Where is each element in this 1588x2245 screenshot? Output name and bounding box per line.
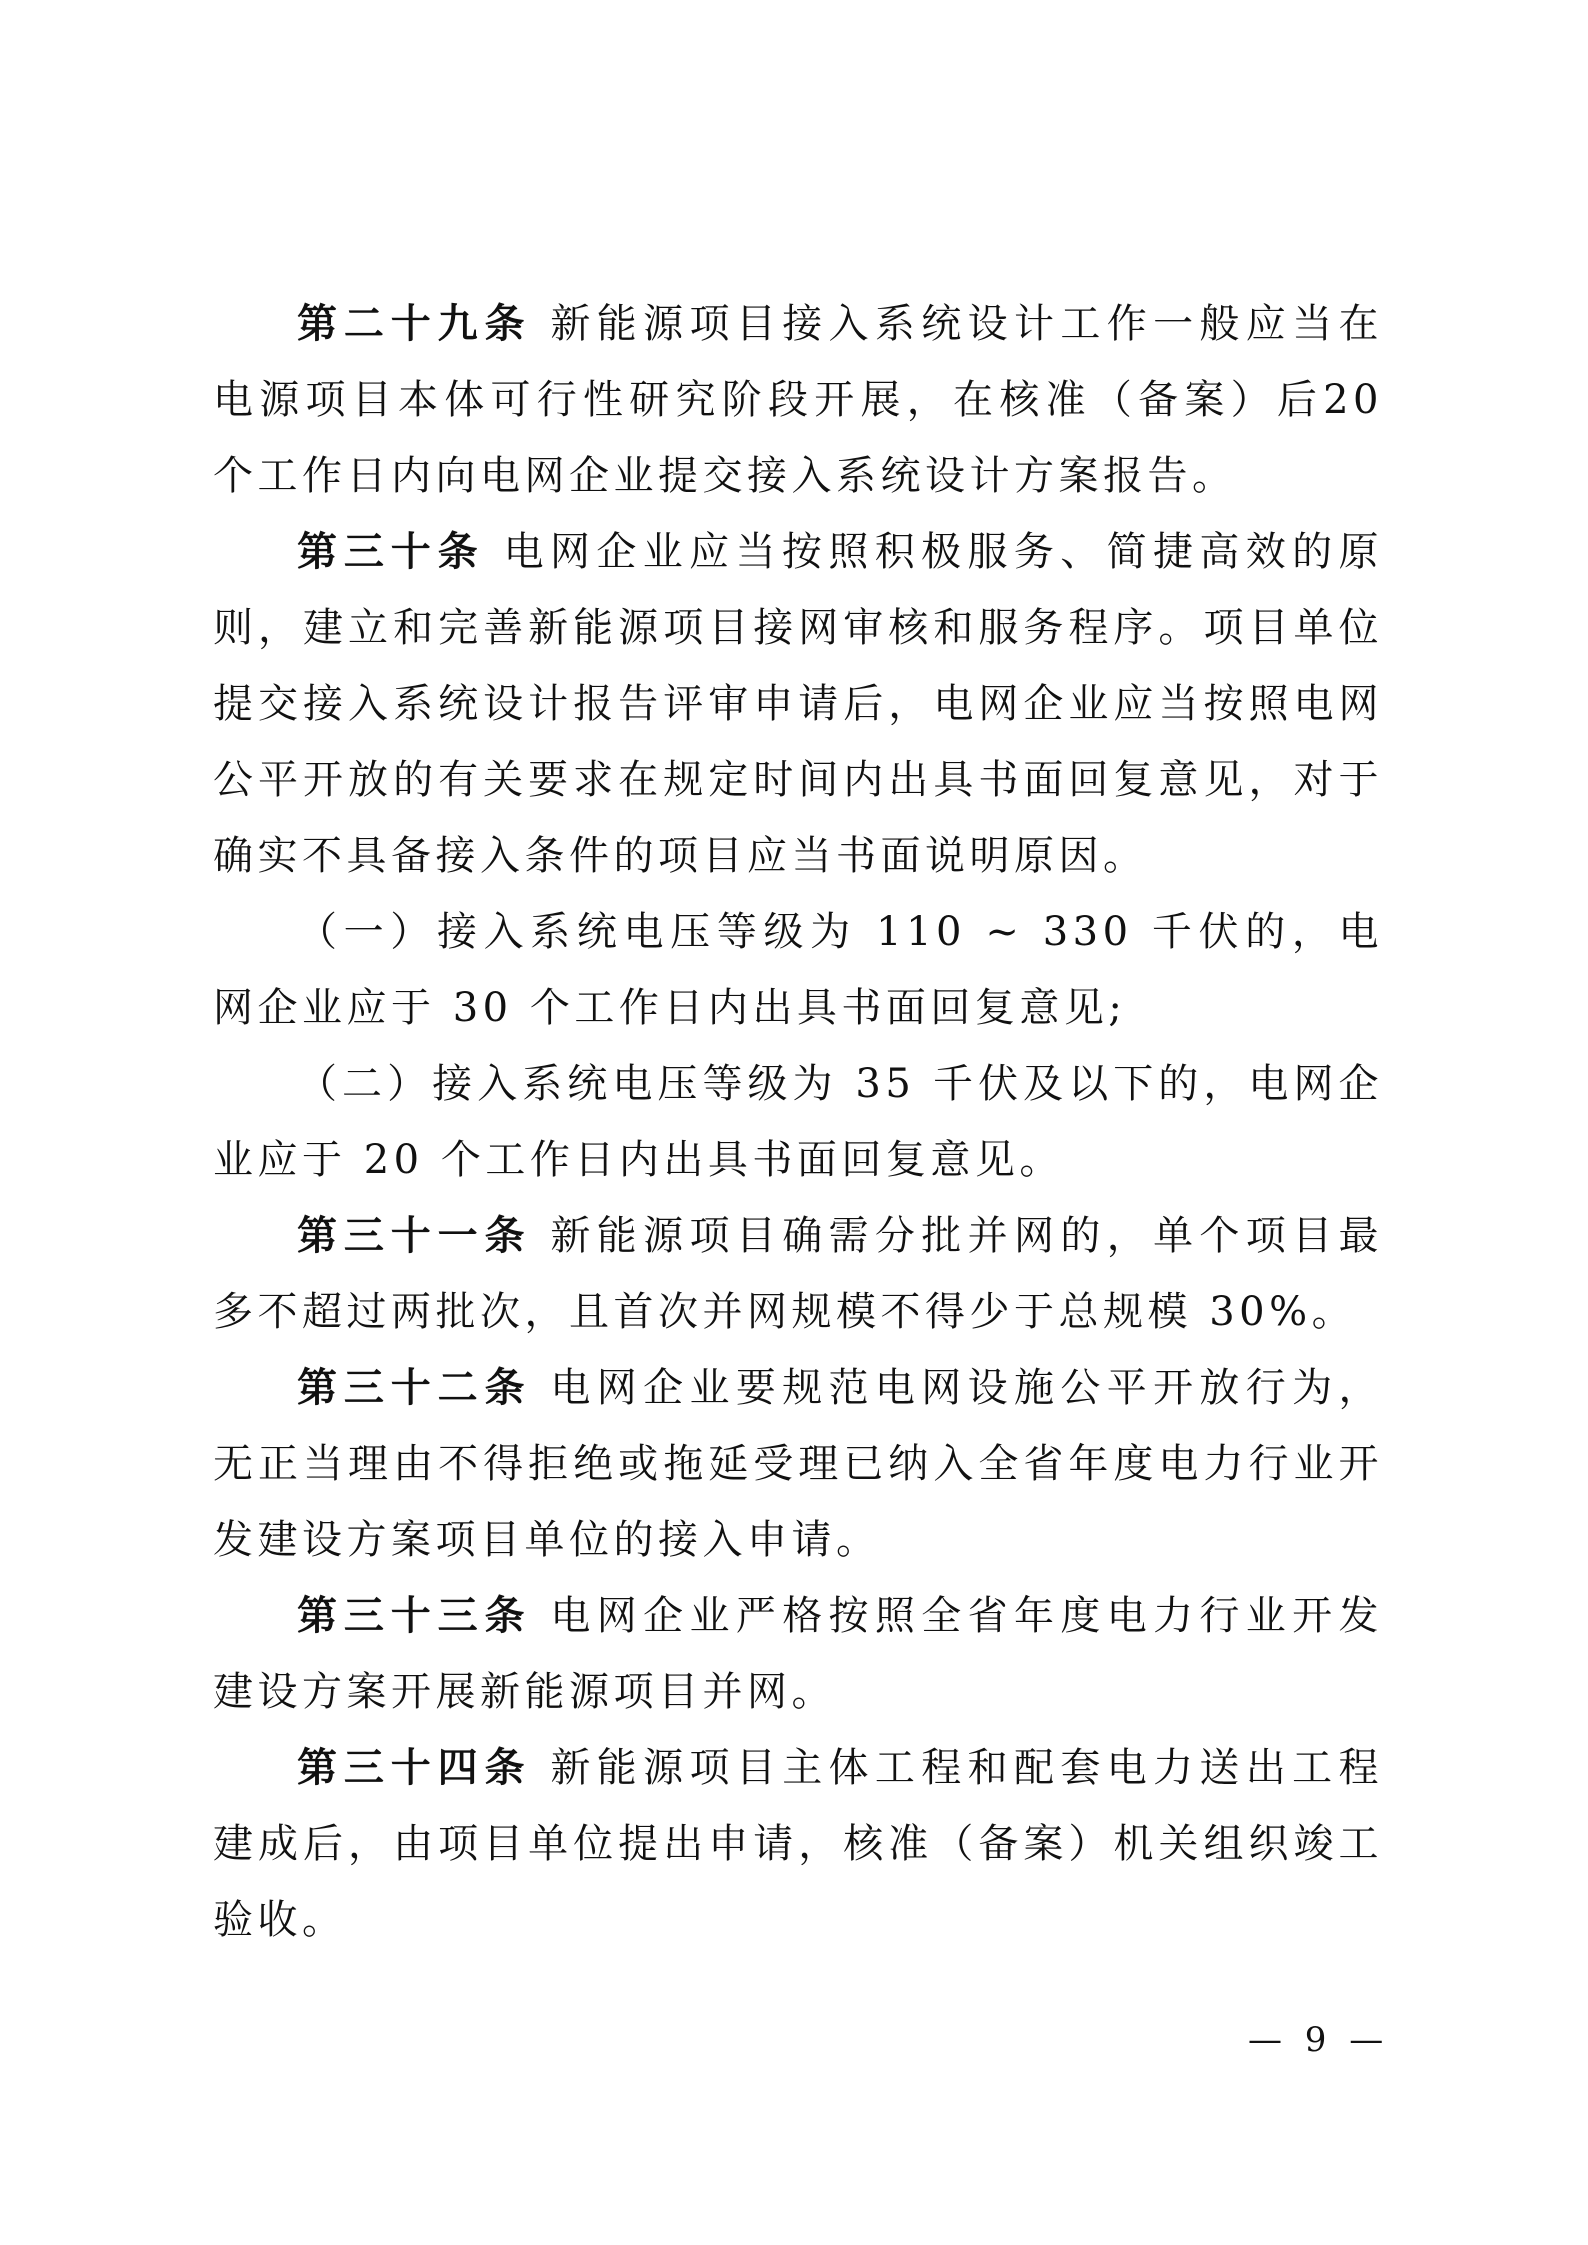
paragraph-article-34	[213, 1730, 1383, 1958]
article-number: 第三十三条	[297, 1592, 532, 1639]
article-text: 新能源项目确需分批并网的，单个项目最多不超过两批次，且首次并网规模不得少于总规模 30%。	[213, 1213, 1384, 1335]
item-text: （二）接入系统电压等级为 35 千伏及以下的，电网企业应于 20 个工作日内出具书面回复意见。	[213, 1061, 1383, 1183]
article-text: 电网企业要规范电网设施公平开放行为，无正当理由不得拒绝或拖延受理已纳入全省年度电力行业开发建设方案项目单位的接入申请。	[213, 1365, 1384, 1563]
paragraph-article-33	[213, 1578, 1383, 1730]
article-number: 第三十四条	[297, 1744, 532, 1791]
article-text: 新能源项目接入系统设计工作一般应当在电源项目本体可行性研究阶段开展，在核准（备案）后20个工作日内向电网企业提交接入系统设计方案报告。	[213, 301, 1384, 499]
paragraph-article-32	[213, 1350, 1383, 1578]
paragraph-article-29	[213, 286, 1383, 514]
paragraph-article-30	[213, 514, 1383, 894]
article-text: 电网企业应当按照积极服务、简捷高效的原则，建立和完善新能源项目接网审核和服务程序。项目单位提交接入系统设计报告评审申请后，电网企业应当按照电网公平开放的有关要求在规定时间内出具书面回复意见，对于确实不具备接入条件的项目应当书面说明原因。	[213, 529, 1384, 879]
article-number: 第三十二条	[297, 1364, 532, 1411]
document-body	[213, 286, 1383, 1958]
article-text: 电网企业严格按照全省年度电力行业开发建设方案开展新能源项目并网。	[213, 1593, 1384, 1715]
paragraph-article-31	[213, 1198, 1383, 1350]
article-number: 第二十九条	[297, 300, 532, 347]
paragraph-item-2	[213, 1046, 1383, 1198]
article-number: 第三十一条	[297, 1212, 532, 1259]
page-number: — 9 —	[1248, 2020, 1390, 2060]
paragraph-item-1	[213, 894, 1383, 1046]
article-text: 新能源项目主体工程和配套电力送出工程建成后，由项目单位提出申请，核准（备案）机关组织竣工验收。	[213, 1745, 1384, 1943]
article-number: 第三十条	[297, 528, 485, 575]
item-text: （一）接入系统电压等级为 110 ~ 330 千伏的，电网企业应于 30 个工作日内出具书面回复意见;	[213, 909, 1383, 1031]
